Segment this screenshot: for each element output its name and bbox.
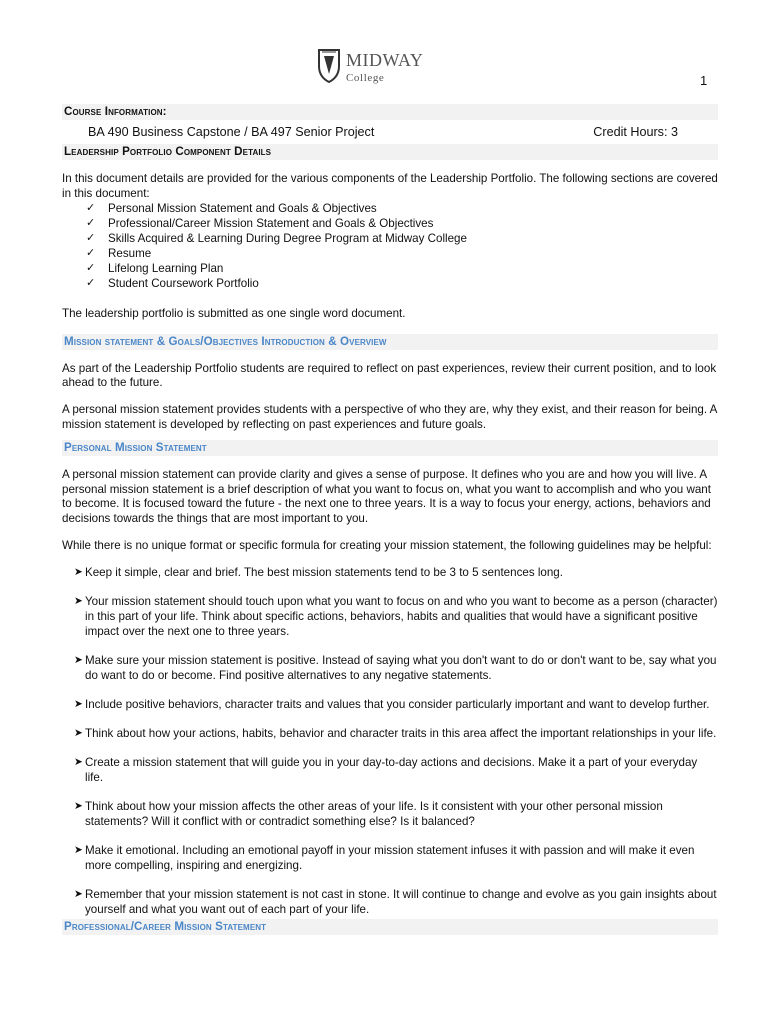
portfolio-details-heading: Leadership Portfolio Component Details	[62, 144, 718, 160]
arrow-bullet-icon: ➤	[74, 654, 83, 667]
arrow-bullet-icon: ➤	[74, 566, 83, 579]
check-icon: ✓	[86, 232, 96, 245]
list-item: ➤ Create a mission statement that will guide you in your day-to-day actions and decisions. Make it a part of your everyday life.	[74, 756, 698, 785]
logo-name: MIDWAY	[346, 50, 424, 70]
list-item: ✓ Resume	[86, 247, 152, 261]
list-item: ✓ Professional/Career Mission Statement and Goals & Objectives	[86, 217, 434, 231]
personal-mission-heading: Personal Mission Statement	[62, 440, 718, 456]
mission-intro-heading: Mission statement & Goals/Objectives Introduction & Overview	[62, 334, 718, 350]
list-item: ➤ Think about how your mission affects the other areas of your life. Is it consistent with your other personal mission statements? Will it conflict with or contradict something else? Is it balanced?	[74, 800, 663, 829]
list-item: ✓ Student Coursework Portfolio	[86, 277, 259, 291]
credit-hours: Credit Hours: 3	[593, 125, 678, 139]
check-icon: ✓	[86, 217, 96, 230]
arrow-bullet-icon: ➤	[74, 727, 83, 740]
professional-mission-heading: Professional/Career Mission Statement	[62, 919, 718, 935]
check-icon: ✓	[86, 247, 96, 260]
check-icon: ✓	[86, 277, 96, 290]
check-icon: ✓	[86, 202, 96, 215]
course-title: BA 490 Business Capstone / BA 497 Senior Project	[88, 125, 375, 139]
guidelines-list	[62, 565, 718, 917]
arrow-bullet-icon: ➤	[74, 756, 83, 769]
course-info-heading: Course Information:	[62, 104, 718, 120]
midway-college-logo	[316, 44, 436, 90]
component-checklist	[62, 201, 718, 291]
page-number: 1	[700, 73, 708, 88]
list-item: ➤ Include positive behaviors, character traits and values that you consider particularly important and want to develop further.	[74, 698, 710, 712]
list-item: ✓ Personal Mission Statement and Goals & Objectives	[86, 202, 377, 216]
course-row	[62, 124, 718, 140]
submission-note: The leadership portfolio is submitted as one single word document.	[62, 307, 406, 321]
list-item: ➤ Remember that your mission statement is not cast in stone. It will continue to change and evolve as you gain insights about yourself and what you want out of each part of your life.	[74, 888, 717, 917]
personal-mission-para-1: A personal mission statement can provide clarity and gives a sense of purpose. It defines who you are and how you will live. A personal mission statement is a brief description of what you want to focus on, what you want to accomplish and who you want to become. It is focused toward the future - the next one to three years. It is a way to focus your energy, actions, behaviors and decisions towards the things that are most important to you.	[62, 468, 711, 525]
logo-subtitle: College	[346, 72, 385, 84]
list-item: ➤ Make sure your mission statement is positive. Instead of saying what you don't want to do or don't want to be, say what you do want to do or become. Find positive alternatives to any negative statements.	[74, 654, 717, 683]
list-item: ✓ Skills Acquired & Learning During Degree Program at Midway College	[86, 232, 467, 246]
arrow-bullet-icon: ➤	[74, 844, 83, 857]
list-item: ➤ Keep it simple, clear and brief. The best mission statements tend to be 3 to 5 sentences long.	[74, 566, 563, 580]
mission-intro-para-2: A personal mission statement provides students with a perspective of who they are, why they exist, and their reason for being. A mission statement is developed by reflecting on past experiences and future goals.	[62, 402, 717, 431]
check-icon: ✓	[86, 262, 96, 275]
list-item: ➤ Your mission statement should touch upon what you want to focus on and who you want to become as a person (character) in this part of your life. Think about specific actions, behaviors, habits and qualities that would have a significant positive impact over the next one to three years.	[74, 595, 718, 639]
portfolio-intro: In this document details are provided for the various components of the Leadership Portfolio. The following sections are covered in this document:	[62, 172, 718, 200]
arrow-bullet-icon: ➤	[74, 595, 83, 608]
personal-mission-para-2: While there is no unique format or specific formula for creating your mission statement, the following guidelines may be helpful:	[62, 538, 712, 552]
shield-logo-icon	[316, 44, 342, 86]
arrow-bullet-icon: ➤	[74, 698, 83, 711]
document-body	[62, 104, 718, 935]
arrow-bullet-icon: ➤	[74, 888, 83, 901]
list-item: ✓ Lifelong Learning Plan	[86, 262, 224, 276]
mission-intro-para-1: As part of the Leadership Portfolio students are required to reflect on past experiences, review their current position, and to look ahead to the future.	[62, 361, 717, 390]
arrow-bullet-icon: ➤	[74, 800, 83, 813]
list-item: ➤ Make it emotional. Including an emotional payoff in your mission statement infuses it with passion and will make it even more compelling, inspiring and energizing.	[74, 844, 695, 873]
list-item: ➤ Think about how your actions, habits, behavior and character traits in this area affect the important relationships in your life.	[74, 727, 717, 741]
